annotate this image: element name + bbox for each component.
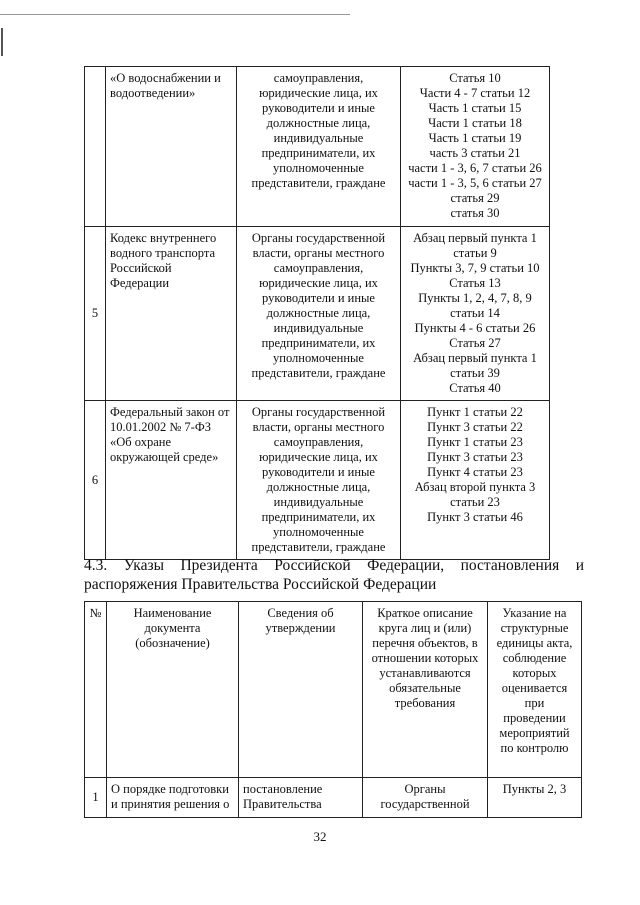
document-name: Федеральный закон от 10.01.2002 № 7-ФЗ «Об охране окружающей среде» (106, 401, 237, 560)
articles-cell: Пункт 1 статьи 22 Пункт 3 статьи 22 Пункт 1 статьи 23 Пункт 3 статьи 23 Пункт 4 статьи 23 Абзац второй пункта 3 статьи 23 Пункт 3 статьи 46 (401, 401, 550, 560)
structure-cell: Пункты 2, 3 (488, 778, 582, 818)
row-number: 1 (85, 778, 107, 818)
row-number: 5 (85, 227, 106, 401)
section-heading: 4.3. Указы Президента Российской Федерации, постановления и распоряжения Правительства Российской Федерации (84, 557, 584, 593)
header-description: Краткое описание круга лиц и (или) перечня объектов, в отношении которых устанавливаются обязательные требования (363, 602, 488, 778)
table-row (85, 401, 550, 560)
table-row (85, 227, 550, 401)
left-edge-mark (1, 28, 3, 56)
header-number: № (85, 602, 107, 778)
page-number: 32 (313, 829, 327, 844)
row-number: 6 (85, 401, 106, 560)
description-cell: Органы государственной (363, 778, 488, 818)
approval-cell: постановление Правительства (239, 778, 363, 818)
header-name: Наименование документа (обозначение) (107, 602, 239, 778)
row-number (85, 67, 106, 227)
document-name: О порядке подготовки и принятия решения о (107, 778, 239, 818)
header-structure: Указание на структурные единицы акта, соблюдение которых оценивается при проведении мероприятий по контролю (488, 602, 582, 778)
decrees-table (84, 601, 582, 818)
subjects-cell: Органы государственной власти, органы местного самоуправления, юридические лица, их руководители и иные должностные лица, индивидуальные предприниматели, их уполномоченные представители, граждане (237, 401, 401, 560)
top-rule (0, 14, 350, 15)
articles-cell: Абзац первый пункта 1 статьи 9 Пункты 3, 7, 9 статьи 10 Статья 13 Пункты 1, 2, 4, 7, 8, 9 статьи 14 Пункты 4 - 6 статьи 26 Статья 27 Абзац первый пункта 1 статьи 39 Статья 40 (401, 227, 550, 401)
header-approval: Сведения об утверждении (239, 602, 363, 778)
table-row (85, 67, 550, 227)
document-name: Кодекс внутреннего водного транспорта Российской Федерации (106, 227, 237, 401)
table-header-row (85, 602, 582, 778)
table-row (85, 778, 582, 818)
subjects-cell: Органы государственной власти, органы местного самоуправления, юридические лица, их руководители и иные должностные лица, индивидуальные предприниматели, их уполномоченные представители, граждане (237, 227, 401, 401)
requirements-table-continued (84, 66, 550, 560)
articles-cell: Статья 10 Части 4 - 7 статьи 12 Часть 1 статьи 15 Части 1 статьи 18 Часть 1 статьи 19 часть 3 статьи 21 части 1 - 3, 6, 7 статьи 26 части 1 - 3, 5, 6 статьи 27 статья 29 статья 30 (401, 67, 550, 227)
subjects-cell: самоуправления, юридические лица, их руководители и иные должностные лица, индивидуальные предприниматели, их уполномоченные представители, граждане (237, 67, 401, 227)
document-name: «О водоснабжении и водоотведении» (106, 67, 237, 227)
